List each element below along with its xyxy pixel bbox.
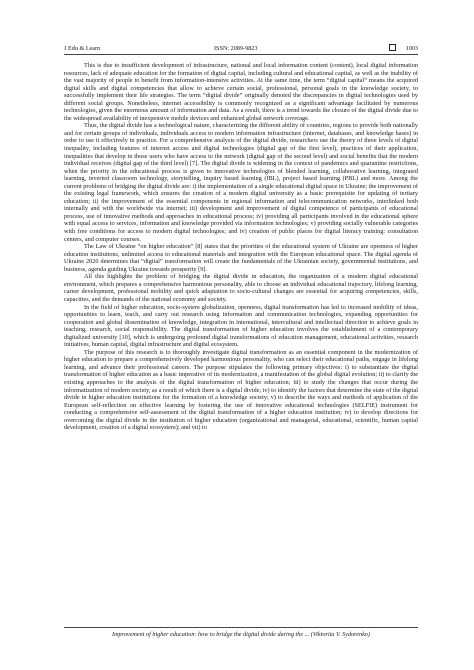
paragraph-4: All this highlights the problem of bridging the digital divide in education, the organization of a modern digital educational environment, which prepares a comprehensive harmonious personality, able to choose an individual educational trajectory, lifelong learning, career development, professional mobility and quick adaptation to socio-cultural changes are essential for acquiring competencies, skills, capacities, and the demands of the national economy and society. — [64, 273, 418, 303]
paragraph-2: Thus, the digital divide has a technological nature, characterizing the different ability of countries, regions to provide both nationally and for certain groups of individuals, individuals access to modern information infrastructure (internet, databases, and knowledge bases) in order to use it effectively in practice. For a comprehensive analysis of the digital divide, researchers use the theory of three levels of digital inequality, including features of internet access and digital technologies (digital gap of the first level), practices of their application, inequalities that develop in those users who have access to the network (digital gap of the second level) and social benefits that the modern individual receives (digital gap of the third level) [7]. The digital divide is widening in the context of pandemics and quarantine restrictions, when the priority in the educational process is given to innovative technologies of blended learning, collaborative learning, integrated learning, inverted classroom technology, storytelling, inquiry based learning (IBL), project based learning (PBL) and more. Among the current problems of bridging the digital divide are: i) the implementation of a single educational digital space in Ukraine; the improvement of the existing legal framework, which ensures the creation of a modern digital university as a basic prerequisite for updating of tertiary education; ii) the improvement of the essential components in regional information and telecommunication networks, interlinked both internally and with the worldwide via internet; iii) development and improvement of digital competence of participants of educational process, use of innovative methods and approaches in educational process; iv) providing all participants involved in the educational sphere with equal access to services, information and knowledge provided via information technologies; v) providing socially vulnerable categories with free conditions for access to modern digital technologies; and iv) creation of public places for digital literacy training: consultation centers, and computer courses. — [64, 122, 418, 243]
footer-rule — [64, 627, 418, 628]
paragraph-1: This is due to insufficient development of infrastructure, national and local information content (content), local digital information resources, lack of adequate education for the formation of digital capital, including cultural and educational capital, as well as the inability of the vast majority of people to benefit from information-intensive activities. At the same time, the term “digital capital” means the acquired digital skills and digital competencies that allow to achieve certain social, professional, personal goals in the knowledge society, to successfully implement their life strategies. The term “digital divide” originally denoted the discrepancies in digital technologies used by different social groups. Nonetheless, internet accessibility is commonly recognized as a significant advantage facilitated by numerous technologies, given the enormous amount of information and data. As a result, there is a trend towards the closure of the digital divide due to the widespread availability of inexpensive mobile devices and enhanced global network coverage. — [64, 62, 418, 122]
running-header — [64, 44, 418, 55]
page-number-group — [389, 44, 418, 54]
checkbox-square-icon — [389, 44, 396, 51]
issn-label: ISSN: 2089-9823 — [214, 45, 258, 52]
paragraph-5: In the field of higher education, socio-system globalization, openness, digital transformation has led to increased mobility of ideas, opportunities to learn, teach, and carry out research using information and communication technologies, expanding opportunities for cooperation and global dissemination of knowledge, integration in international, intercultural and intellectual direction to achieve goals in teaching, research, social responsibility. The digital transformation of higher education involves the establishment of a contemporary digitalized university [10], which is undergoing profound digital transformations of education management, educational activities, research initiatives, human capital, digital infrastructure and digital ecosystem. — [64, 303, 418, 349]
paragraph-6: The purpose of this research is to thoroughly investigate digital transformation as an essential component in the modernization of higher education to prepare a comprehensively developed harmonious personality, who can select their educational paths, engage in lifelong learning, and advance their professional careers. The purpose stipulates the following primary objectives: i) to substantiate the digital transformation of higher education as a basic imperative of its modernization, a manifestation of the global digital evolution; ii) to clarify the existing approaches to the analysis of the digital transformation of higher education; iii) to study the changes that occur during the informatization of modern society, as a result of which there is a digital divide; iv) to identify the factors that determine the state of the digital divide in higher education institutions for the formation of a knowledge society; v) to describe the ways and methods of application of the European self-reflection on effective learning by fostering the use of innovative educational technologies (SELFIE) instrument for conducting a comprehensive self-assessment of the digital transformation of a higher education institution; iv) to develop directions for overcoming the digital divide in the institution of higher education (organizational and managerial, educational, scientific, human capital development, creation of a digital ecosystem); and vii) to — [64, 348, 418, 432]
running-footer: Improvement of higher education: how to bridge the digital divide during the ... (Viktoriia V. Sydorenko) — [112, 631, 370, 638]
page-number: 1003 — [405, 45, 418, 52]
paragraph-3: The Law of Ukraine “on higher education” [8] states that the priorities of the educational system of Ukraine are openness of higher education institutions, unlimited access to educational materials and integration with the European educational space. The digital agenda of Ukraine 2020 determines that “digital” transformation will create the fundamentals of the Ukrainian society, governmental institutions, and business, agenda guiding Ukraine towards prosperity [9]. — [64, 243, 418, 273]
journal-name: J Edu & Learn — [64, 45, 101, 52]
article-body — [64, 62, 418, 622]
